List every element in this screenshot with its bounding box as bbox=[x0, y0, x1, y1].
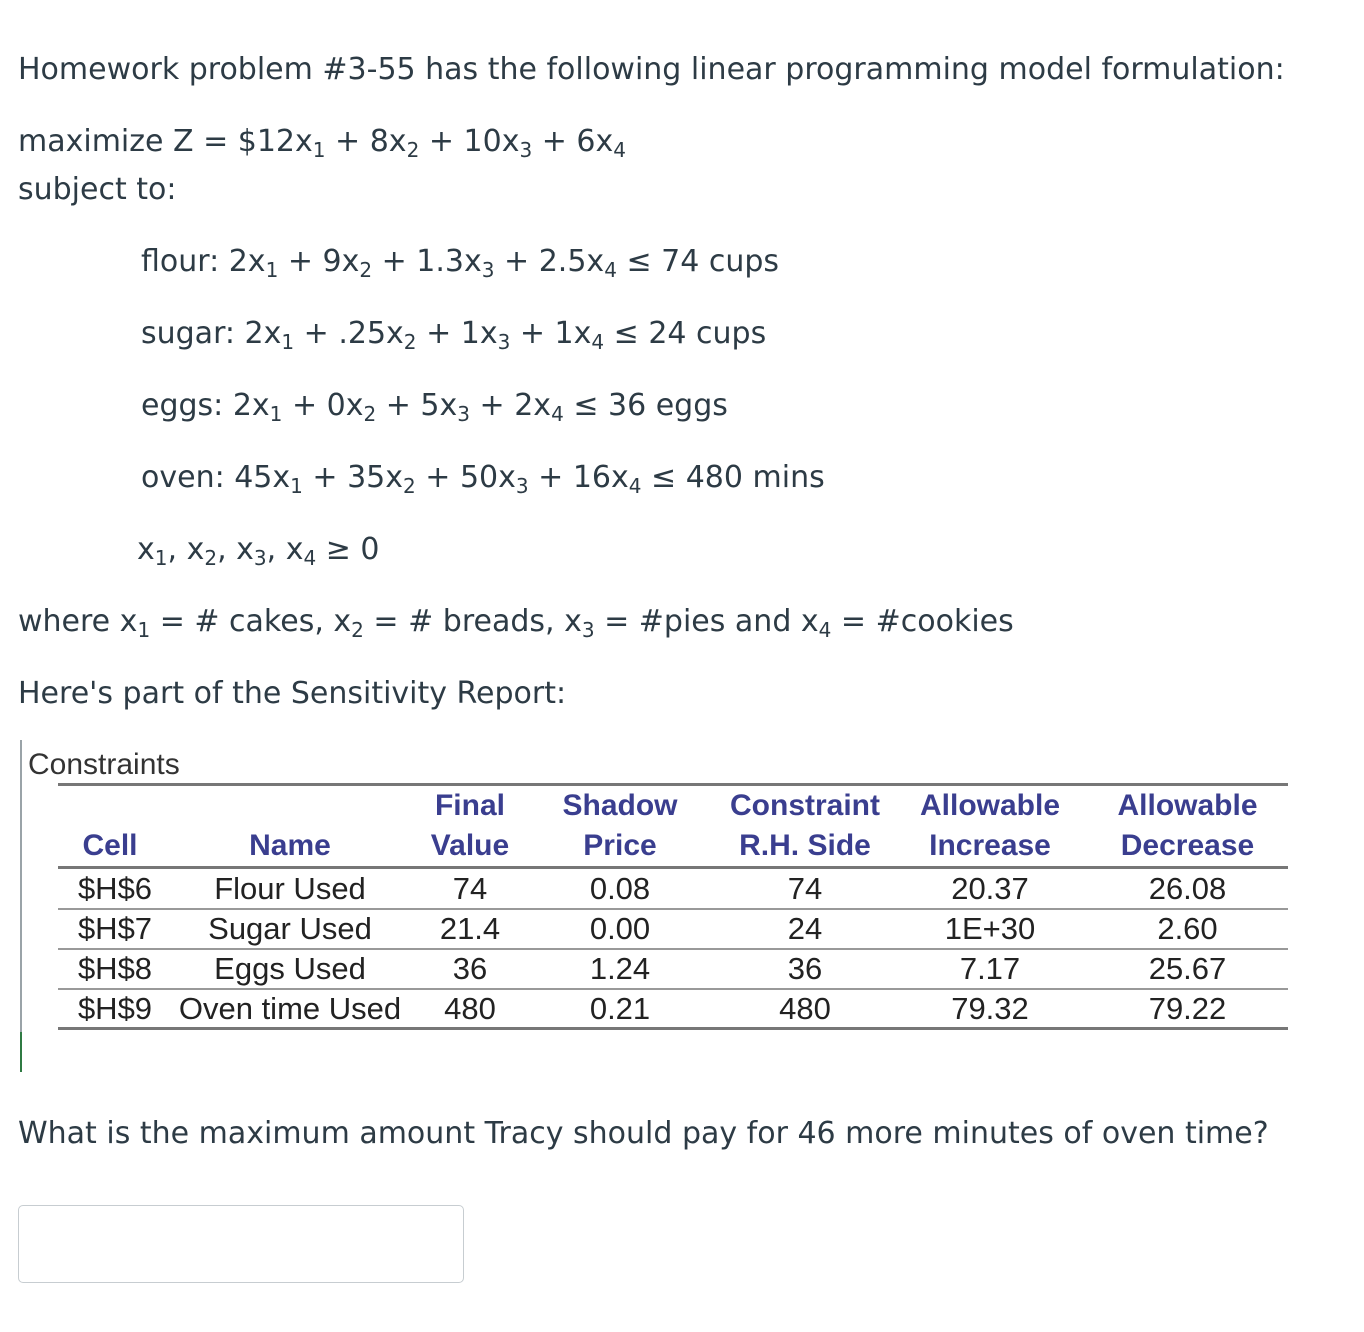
header-final: Final bbox=[434, 789, 505, 822]
report-section-title: Constraints bbox=[28, 748, 180, 781]
row3-name: Eggs Used bbox=[214, 951, 366, 986]
row3-final: 36 bbox=[452, 951, 488, 986]
header-value: Value bbox=[430, 829, 510, 862]
row4-name: Oven time Used bbox=[178, 991, 402, 1026]
row3-increase: 7.17 bbox=[959, 951, 1021, 986]
header-decrease: Decrease bbox=[1120, 829, 1255, 862]
header-allowable-inc: Allowable bbox=[919, 789, 1061, 822]
header-bottom-rule bbox=[58, 866, 1288, 869]
row2-rhs: 24 bbox=[787, 911, 823, 946]
header-increase: Increase bbox=[929, 829, 1051, 862]
row4-increase: 79.32 bbox=[951, 991, 1029, 1026]
row3-cell: $H$8 bbox=[77, 951, 153, 986]
row4-cell: $H$9 bbox=[77, 991, 153, 1026]
header-name: Name bbox=[249, 829, 331, 862]
row1-cell: $H$6 bbox=[77, 871, 153, 906]
row2-cell: $H$7 bbox=[77, 911, 153, 946]
subject-to-label: subject to: bbox=[18, 172, 177, 207]
table-bottom-rule bbox=[58, 1027, 1288, 1030]
constraint-oven: oven: $45x_1 + 35x_2 + 50x_3 + 16x_4 \le 480$ mins bbox=[141, 460, 825, 498]
objective-term-1: maximize Z = $12x bbox=[18, 124, 313, 159]
row4-decrease: 79.22 bbox=[1148, 991, 1227, 1026]
row4-final: 480 bbox=[444, 991, 496, 1026]
header-shadow: Shadow bbox=[562, 789, 678, 822]
report-left-border bbox=[20, 740, 22, 1072]
row3-decrease: 25.67 bbox=[1148, 951, 1227, 986]
nonnegativity-constraint: $x_1$, $x_2$, $x_3$, $x_4 \ge 0$ bbox=[137, 532, 380, 570]
header-allowable-dec: Allowable bbox=[1117, 789, 1258, 822]
row2-name: Sugar Used bbox=[208, 911, 372, 946]
question-text: What is the maximum amount Tracy should pay for 46 more minutes of oven time? bbox=[18, 1116, 1269, 1151]
row4-rhs: 480 bbox=[779, 991, 831, 1026]
row1-rhs: 74 bbox=[787, 871, 823, 906]
header-constraint: Constraint bbox=[730, 789, 880, 822]
row1-shadow: 0.08 bbox=[589, 871, 651, 906]
report-left-border-accent bbox=[20, 1032, 22, 1072]
header-rh-side: R.H. Side bbox=[739, 829, 871, 862]
constraint-sugar: sugar: $2x_1 + .25x_2 + 1x_3 + 1x_4 \le 24$ cups bbox=[141, 316, 767, 354]
variable-definitions: where $x_1$ = # cakes, $x_2$ = # breads, $x_3$ = #pies and $x_4$ = #cookies bbox=[18, 604, 1014, 642]
row3-shadow: 1.24 bbox=[589, 951, 651, 986]
header-price: Price bbox=[583, 829, 657, 862]
row3-rhs: 36 bbox=[787, 951, 823, 986]
problem-intro: Homework problem #3-55 has the following linear programming model formulation: bbox=[18, 52, 1285, 87]
row1-name: Flour Used bbox=[214, 871, 366, 906]
header-cell: Cell bbox=[82, 829, 138, 862]
row1-final: 74 bbox=[452, 871, 488, 906]
objective-function: maximize $Z = \$12x_1 + 8x_2 + 10x_3 + 6x_4$ bbox=[18, 124, 626, 162]
header-top-rule bbox=[58, 783, 1288, 786]
constraint-flour: flour: $2x_1 + 9x_2 + 1.3x_3 + 2.5x_4 \le 74$ cups bbox=[141, 244, 780, 282]
row2-final: 21.4 bbox=[439, 911, 501, 946]
row4-shadow: 0.21 bbox=[589, 991, 651, 1026]
row2-shadow: 0.00 bbox=[589, 911, 651, 946]
report-intro: Here's part of the Sensitivity Report: bbox=[18, 676, 567, 711]
row1-increase: 20.37 bbox=[951, 871, 1029, 906]
row2-decrease: 2.60 bbox=[1157, 911, 1218, 946]
constraint-eggs: eggs: $2x_1 + 0x_2 + 5x_3 + 2x_4 \le 36$ eggs bbox=[141, 388, 728, 426]
answer-input[interactable] bbox=[18, 1205, 464, 1283]
row1-decrease: 26.08 bbox=[1148, 871, 1227, 906]
sensitivity-report bbox=[20, 740, 1290, 1075]
row2-increase: 1E+30 bbox=[944, 911, 1036, 946]
